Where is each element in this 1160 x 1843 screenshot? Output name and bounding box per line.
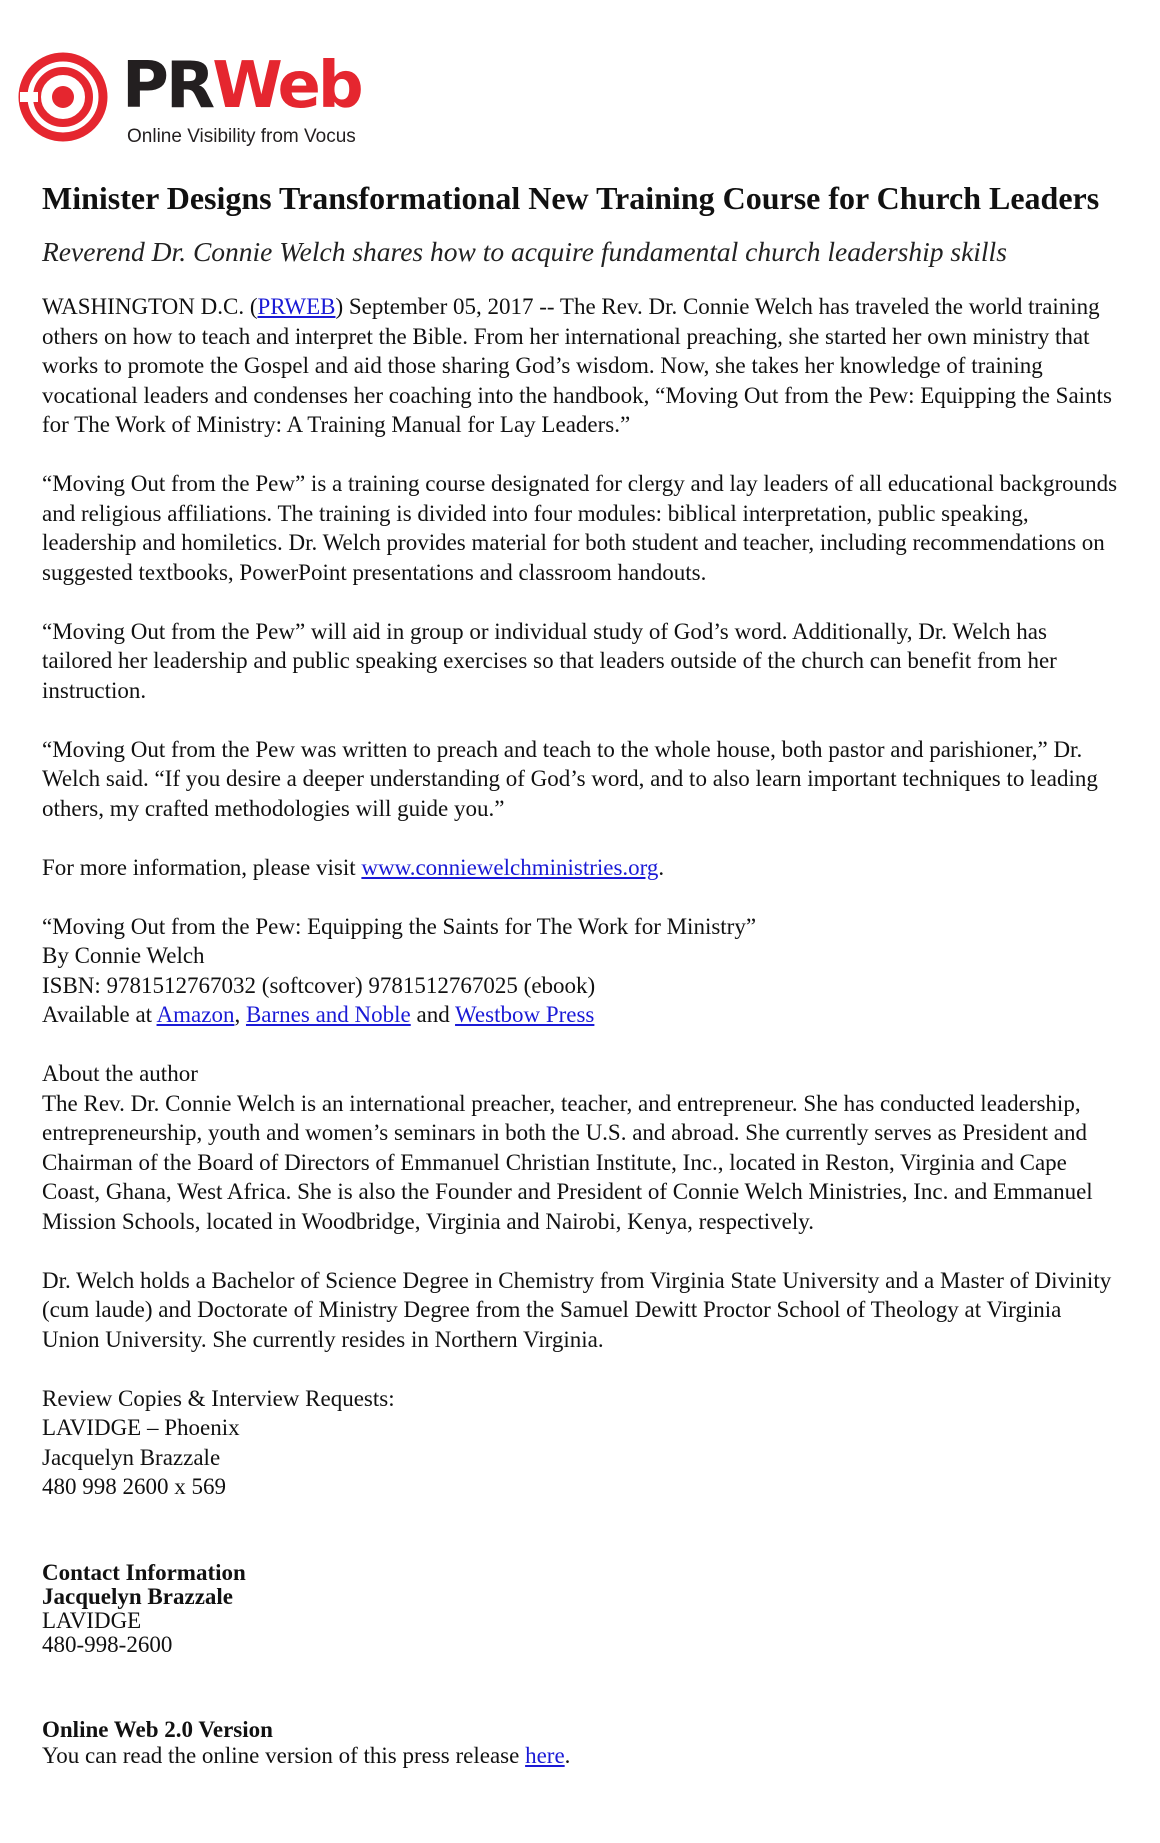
prweb-source-link[interactable]: PRWEB: [257, 294, 336, 319]
more-info-paragraph: [42, 853, 1122, 883]
prweb-target-logo-icon: [18, 52, 108, 142]
online-version-section: [42, 1717, 1122, 1769]
about-author-heading: About the author: [42, 1061, 198, 1086]
spacer: [42, 1531, 1122, 1561]
spacer: [42, 1687, 1122, 1717]
online-version-heading: Online Web 2.0 Version: [42, 1716, 273, 1742]
online-version-link[interactable]: here: [525, 1742, 565, 1768]
wordmark-pr: PR: [122, 49, 213, 123]
book-title: “Moving Out from the Pew: Equipping the Saints for The Work for Ministry”: [42, 913, 757, 939]
available-at-text: Available at: [42, 1002, 157, 1027]
amazon-link[interactable]: Amazon: [156, 1002, 235, 1027]
dateline: WASHINGTON D.C. (: [42, 294, 258, 319]
review-contact-name: Jacquelyn Brazzale: [42, 1444, 221, 1470]
online-version-text: You can read the online version of this press release: [42, 1742, 526, 1768]
prweb-logo[interactable]: [18, 42, 398, 154]
subheadline: Reverend Dr. Connie Welch shares how to acquire fundamental church leadership skills: [42, 236, 1007, 267]
online-version-period: .: [564, 1742, 571, 1768]
course-description-paragraph: “Moving Out from the Pew” is a training course designated for clergy and lay leaders of all educational backgrounds and religious affiliations. The training is divided into four modules: biblical interpretation, public speaking, leadership and homiletics. Dr. Welch provides material for both student and teacher, including recommendations on suggested textbooks, PowerPoint presentations and classroom handouts.: [42, 471, 1118, 585]
book-isbn: ISBN: 9781512767032 (softcover) 9781512767025 (ebook): [42, 972, 596, 998]
about-author-section: [42, 1059, 1122, 1236]
prweb-wordmark: [122, 42, 361, 130]
review-copies-section: [42, 1384, 1122, 1502]
contact-heading: Contact Information: [42, 1560, 246, 1585]
contact-org: LAVIDGE: [42, 1608, 142, 1633]
education-paragraph: Dr. Welch holds a Bachelor of Science Degree in Chemistry from Virginia State University and a Master of Divinity (cum laude) and Doctorate of Ministry Degree from the Samuel Dewitt Proctor School of Theology at Virginia Union University. She currently resides in Northern Virginia.: [42, 1267, 1112, 1352]
review-phone: 480 998 2600 x 569: [42, 1474, 226, 1499]
lead-paragraph: [42, 292, 1122, 440]
separator-comma: ,: [234, 1002, 246, 1027]
review-copies-heading: Review Copies & Interview Requests:: [42, 1385, 395, 1411]
website-link[interactable]: www.conniewelchministries.org: [361, 854, 659, 880]
logo-tagline: Online Visibility from Vocus: [127, 126, 356, 147]
contact-information-section: [42, 1561, 1122, 1657]
lead-paragraph-text: ) September 05, 2017 -- The Rev. Dr. Connie Welch has traveled the world training others on how to teach and interpret the Bible. From her international preaching, she started her own ministry that works to promote the Gospel and aid those sharing God’s wisdom. Now, she takes her knowledge of training vocational leaders and condenses her coaching into the handbook, “Moving Out from the Pew: Equipping the Saints for The Work of Ministry: A Training Manual for Lay Leaders.”: [42, 294, 1112, 437]
book-details: [42, 912, 1122, 1030]
more-info-text: For more information, please visit: [42, 854, 362, 880]
contact-phone: 480-998-2600: [42, 1632, 173, 1657]
article-body: [42, 178, 1122, 1798]
book-author: By Connie Welch: [42, 943, 205, 968]
wordmark-web: Web: [212, 49, 361, 123]
review-org: LAVIDGE – Phoenix: [42, 1415, 240, 1440]
barnes-and-noble-link[interactable]: Barnes and Noble: [245, 1002, 411, 1027]
separator-and: and: [410, 1002, 456, 1027]
contact-name: Jacquelyn Brazzale: [42, 1584, 233, 1609]
headline: Minister Designs Transformational New Training Course for Church Leaders: [42, 180, 1100, 216]
study-paragraph: “Moving Out from the Pew” will aid in group or individual study of God’s word. Additionally, Dr. Welch has tailored her leadership and public speaking exercises so that leaders outside of the church can benefit from her instruction.: [42, 618, 1057, 703]
more-info-period: .: [658, 854, 665, 880]
westbow-press-link[interactable]: Westbow Press: [455, 1002, 595, 1027]
about-author-bio: The Rev. Dr. Connie Welch is an international preacher, teacher, and entrepreneur. She has conducted leadership, entrepreneurship, youth and women’s seminars in both the U.S. and abroad. She currently serves as President and Chairman of the Board of Directors of Emmanuel Christian Institute, Inc., located in Reston, Virginia and Cape Coast, Ghana, West Africa. She is also the Founder and President of Connie Welch Ministries, Inc. and Emmanuel Mission Schools, located in Woodbridge, Virginia and Nairobi, Kenya, respectively.: [42, 1090, 1093, 1234]
quote-paragraph: “Moving Out from the Pew was written to preach and teach to the whole house, both pastor and parishioner,” Dr. Welch said. “If you desire a deeper understanding of God’s word, and to also learn important techniques to leading others, my crafted methodologies will guide you.”: [42, 736, 1098, 821]
